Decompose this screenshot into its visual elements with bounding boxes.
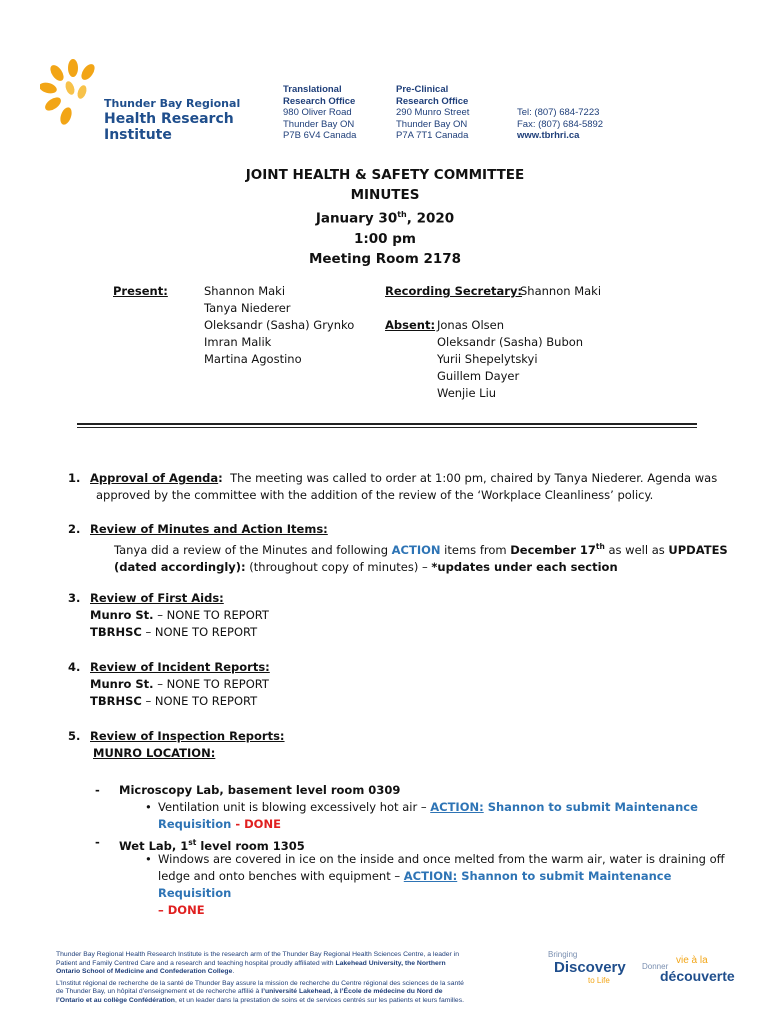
item-approval-of-agenda (90, 470, 730, 504)
footer-span: l’Ontario et au collège Confédération (56, 996, 175, 1004)
item-heading: Review of First Aids: (90, 591, 224, 605)
location: TBRHSC (90, 694, 142, 708)
finding-line (158, 799, 718, 816)
absentee: Wenjie Liu (437, 386, 497, 400)
finding-text: ledge and onto benches with equipment – (158, 869, 404, 883)
item-heading: Review of Minutes and Action Items: (90, 522, 328, 536)
action-text: Shannon to submit Maintenance Requisition (158, 869, 672, 900)
item-number: 2. (68, 522, 81, 536)
office1-line: P7B 6V4 Canada (283, 130, 357, 141)
attendee: Martina Agostino (204, 352, 302, 366)
action-text: Shannon to submit Maintenance (483, 800, 698, 814)
item-inspection-reports (90, 728, 285, 762)
finding-text: Ventilation unit is blowing excessively hot air – (158, 800, 431, 814)
logo-line-1: Thunder Bay Regional (104, 97, 241, 110)
action-tag: ACTION: (430, 800, 484, 814)
footer-span: Patient and Family Centred Care and a research and teaching hospital proudly affiliated with (56, 959, 336, 967)
item-text: items from (440, 542, 511, 557)
item-text: The meeting was called to order at 1:00 pm, chaired by Tanya Niederer. Agenda was (230, 471, 718, 485)
bringing-discovery-logo (548, 950, 632, 990)
office2-line: P7A 7T1 Canada (396, 130, 469, 141)
location-heading: MUNRO LOCATION: (93, 746, 216, 760)
location-text: Wet Lab, 1 (119, 838, 189, 853)
finding-line (158, 868, 728, 902)
meeting-time: 1:00 pm (353, 230, 416, 247)
location: Munro St. (90, 677, 154, 691)
office2-line: 290 Munro Street (396, 107, 470, 118)
present-list (204, 283, 354, 368)
item-review-minutes (90, 521, 730, 576)
finding-line (158, 902, 728, 919)
title-line-2: MINUTES (350, 187, 420, 203)
attendee: Oleksandr (Sasha) Grynko (204, 318, 355, 332)
colon: : (218, 471, 223, 485)
footer-span: . (232, 968, 235, 976)
date-sup: th (595, 542, 605, 551)
action-tag: ACTION: (403, 869, 458, 883)
absent-list (437, 317, 583, 402)
absent-label: Absent: (385, 318, 436, 332)
bullet-icon: • (145, 852, 152, 866)
item2-line2 (90, 559, 730, 576)
secretary-name: Shannon Maki (520, 284, 602, 298)
attendee: Shannon Maki (204, 284, 286, 298)
date-text: December 17 (510, 542, 596, 557)
footer-line (56, 960, 526, 969)
logo-line-3: Institute (104, 126, 172, 143)
footer-line: L’Institut régional de recherche de la santé de Thunder Bay assure la mission de recherche du Centre régional des sciences de la santé (56, 979, 464, 987)
office2-line: Research Office (396, 95, 469, 107)
absentee: Oleksandr (Sasha) Bubon (437, 335, 584, 349)
section-divider (77, 423, 697, 428)
dated-text: (dated accordingly): (114, 559, 246, 574)
footer-span: Ontario School of Medicine and Confederation College (56, 968, 233, 976)
footer-text (56, 951, 526, 1006)
updates-note: *updates under each section (431, 559, 618, 574)
item-text: approved by the committee with the addition of the review of the ‘Workplace Cleanliness’ policy. (96, 488, 654, 502)
item-heading: Review of Incident Reports: (90, 660, 270, 674)
logo-word: Discovery (554, 959, 626, 976)
report-status: – NONE TO REPORT (153, 608, 269, 622)
location: Munro St. (90, 608, 154, 622)
separator: - (231, 817, 245, 831)
item-text: as well as (604, 542, 669, 557)
logo-word: Donner (642, 962, 669, 971)
report-line (90, 607, 269, 624)
item-number: 3. (68, 591, 81, 605)
bullet-icon: • (145, 800, 152, 814)
dash-marker: - (95, 835, 100, 849)
dash-marker: - (95, 783, 100, 797)
attendee: Tanya Niederer (204, 301, 291, 315)
footer-line (56, 968, 526, 977)
done-status: DONE (244, 817, 281, 831)
meeting-room: Meeting Room 2178 (308, 250, 462, 267)
item-number: 4. (68, 660, 81, 674)
logo-word: vie à la (676, 955, 708, 966)
report-status: – NONE TO REPORT (141, 694, 258, 708)
location-sup: st (188, 838, 197, 847)
logo-word: Bringing (548, 950, 578, 959)
date-sup: th (397, 210, 407, 219)
item-text: Tanya did a review of the Minutes and following (114, 542, 392, 557)
logo-text (104, 98, 240, 143)
office2-line: Thunder Bay ON (396, 118, 468, 130)
item-number: 1. (68, 471, 81, 485)
footer-line (56, 997, 526, 1006)
finding-text: Windows are covered in ice on the inside and once melted from the warm air, water is draining off (158, 852, 725, 866)
absentee: Jonas Olsen (437, 318, 505, 332)
report-status: – NONE TO REPORT (141, 625, 258, 639)
date-year: , 2020 (406, 210, 455, 227)
office2-line: Pre-Clinical (396, 84, 449, 95)
logo-line-2: Health Research (104, 110, 234, 127)
absentee: Guillem Dayer (437, 369, 520, 383)
title-line-1: JOINT HEALTH & SAFETY COMMITTEE (245, 167, 525, 183)
office1-line: Research Office (283, 95, 356, 107)
location: TBRHSC (90, 625, 142, 639)
item-heading: Review of Inspection Reports: (90, 729, 285, 743)
logo-word: découverte (660, 968, 735, 984)
item2-line1 (90, 538, 730, 559)
fax: Fax: (807) 684-5892 (517, 118, 604, 130)
item-incident-reports (90, 659, 270, 710)
attendee: Imran Malik (204, 335, 272, 349)
report-status: – NONE TO REPORT (153, 677, 269, 691)
office1-line: 980 Oliver Road (283, 107, 352, 118)
inspection-finding (158, 851, 728, 919)
finding-line (158, 816, 718, 833)
report-line (90, 624, 269, 641)
logo-mark-icon (40, 58, 106, 128)
document-title (0, 165, 770, 269)
updates-text: UPDATES (668, 542, 728, 557)
separator: – (158, 903, 168, 917)
item1-line1 (90, 470, 730, 487)
date-text: January 30 (315, 210, 398, 227)
contact-info (517, 107, 603, 142)
inspection-finding (158, 799, 718, 833)
present-label: Present: (113, 284, 168, 298)
item-first-aids (90, 590, 269, 641)
footer-span: de Thunder Bay, un hôpital d’enseignement et de recherche affilié à (56, 988, 262, 996)
footer-line: Thunder Bay Regional Health Research Institute is the research arm of the Thunder Bay Regional Health Sciences Centre, a leader in (56, 951, 460, 958)
report-line (90, 693, 270, 710)
secretary-label: Recording Secretary: (385, 284, 523, 298)
footer-span: Lakehead University, the Northern (335, 959, 446, 967)
absentee: Yurii Shepelytskyi (437, 352, 538, 366)
preclinical-office-address (396, 84, 469, 142)
done-status: DONE (167, 903, 205, 917)
report-line (90, 676, 270, 693)
item-text: (throughout copy of minutes) – (245, 559, 432, 574)
inspection-location: Microscopy Lab, basement level room 0309 (119, 783, 401, 797)
meeting-date (0, 205, 770, 229)
item-heading: Approval of Agenda (90, 471, 219, 485)
action-tag: ACTION (391, 542, 441, 557)
footer-line (56, 988, 526, 997)
footer-span: , et un leader dans la prestation de soins et de services centrés sur les patients et leurs familles. (174, 996, 464, 1004)
phone: Tel: (807) 684-7223 (517, 107, 600, 118)
footer-span: l’université Lakehead, à l’École de médecine du Nord de (261, 988, 443, 996)
location-text: level room 1305 (196, 838, 305, 853)
office1-line: Translational (283, 84, 342, 95)
item-number: 5. (68, 729, 81, 743)
translational-office-address (283, 84, 356, 142)
office1-line: Thunder Bay ON (283, 118, 355, 130)
website-link[interactable]: www.tbrhri.ca (517, 130, 580, 141)
donner-vie-logo (640, 950, 735, 990)
action-text: Requisition (158, 817, 232, 831)
logo-word: to Life (588, 976, 610, 985)
